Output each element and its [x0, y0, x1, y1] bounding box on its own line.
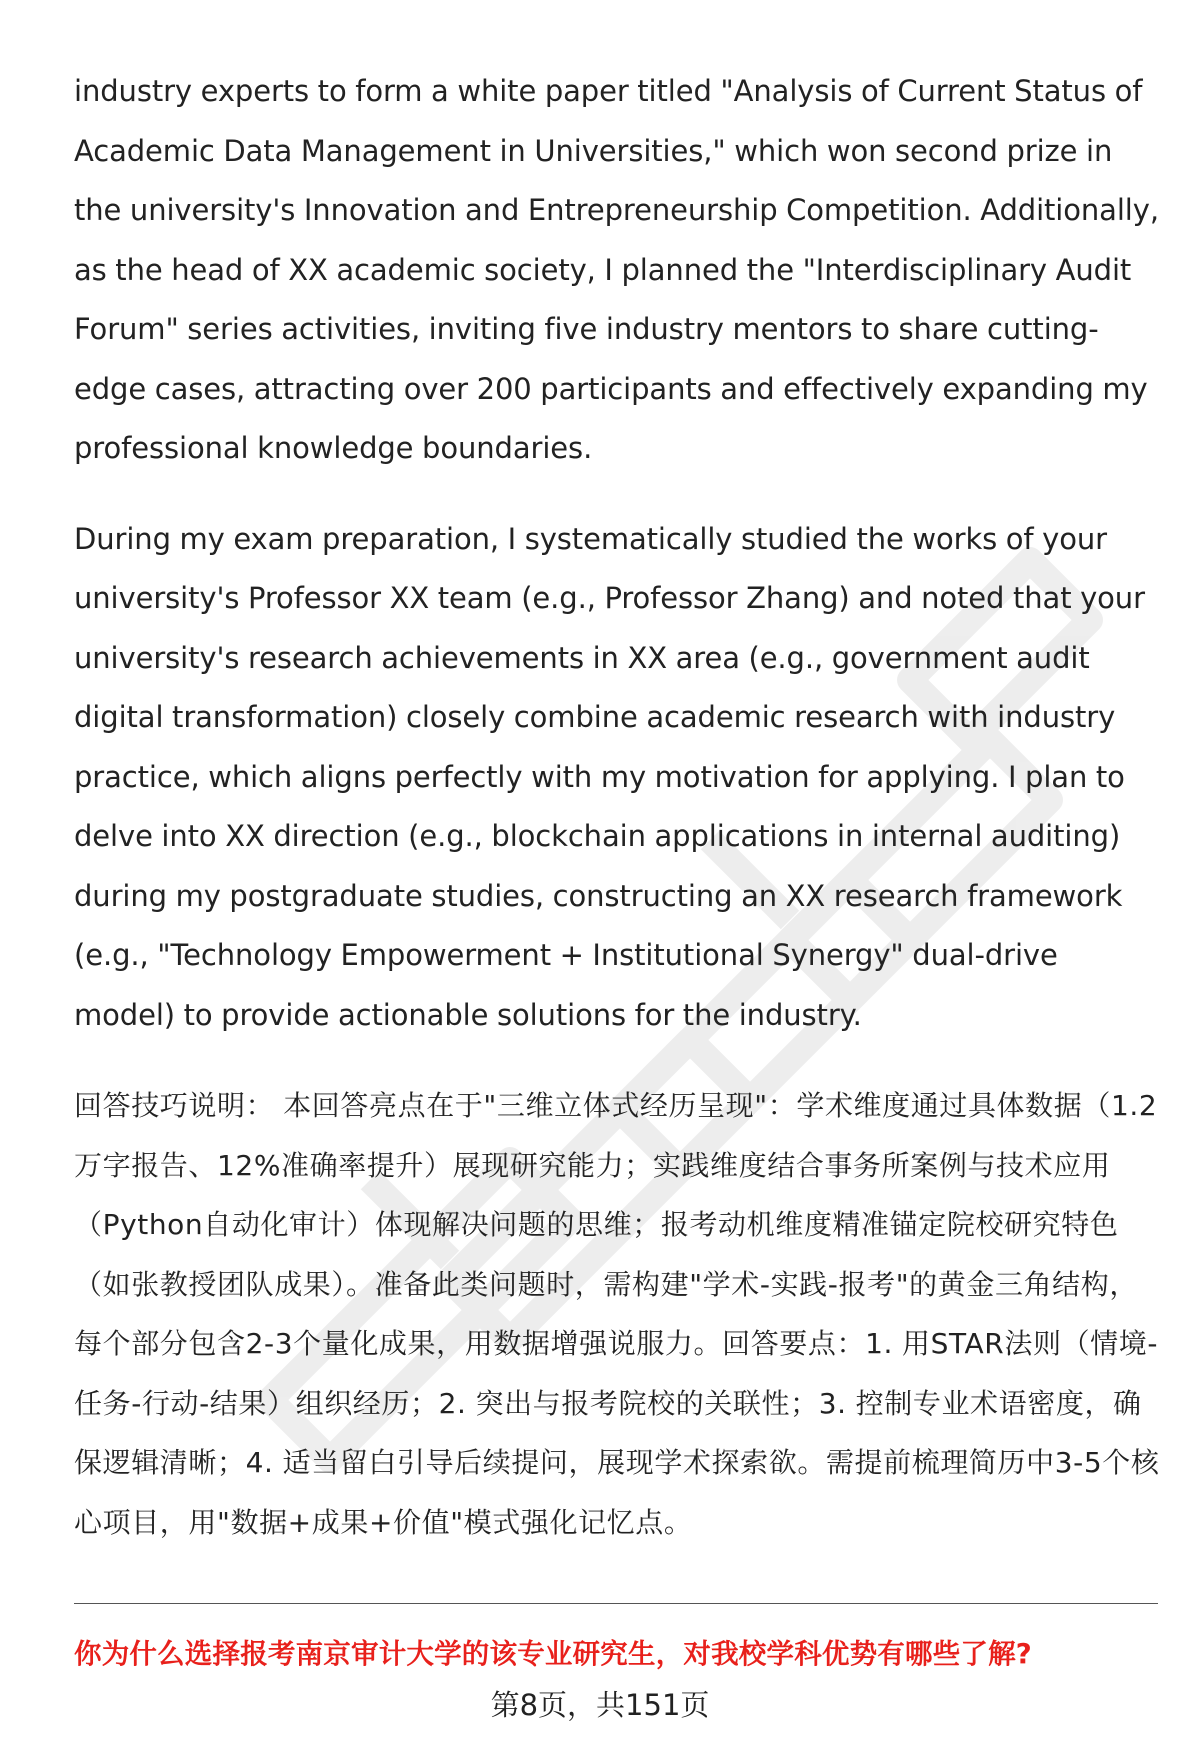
answer-paragraph-1: industry experts to form a white paper titled "Analysis of Current Status of Academic Data Management in Universities," which won second prize in the university's Innovation and Entrepreneurship Competition. Additionally, as the head of XX academic society, I planned the "Interdisciplinary Audit Forum" series activities, inviting five industry mentors to share cutting-edge cases, attracting over 200 participants and effectively expanding my professional knowledge boundaries. — [74, 74, 1159, 465]
page-footer: 第8页，共151页 — [490, 1688, 710, 1722]
section-divider — [74, 1603, 1158, 1604]
document-body — [74, 62, 1160, 1583]
next-question-heading: 你为什么选择报考南京审计大学的该专业研究生，对我校学科优势有哪些了解? — [74, 1638, 1032, 1670]
answer-paragraph-2: During my exam preparation, I systematically studied the works of your university's Professor XX team (e.g., Professor Zhang) and noted that your university's research achievements in XX area (e.g., government audit digital transformation) closely combine academic research with industry practice, which aligns perfectly with my motivation for applying. I plan to delve into XX direction (e.g., blockchain applications in internal auditing) during my postgraduate studies, constructing an XX research framework (e.g., "Technology Empowerment + Institutional Synergy" dual-drive model) to provide actionable solutions for the industry. — [74, 521, 1145, 1032]
answer-tips-paragraph: 回答技巧说明： 本回答亮点在于"三维立体式经历呈现"：学术维度通过具体数据（1.2万字报告、12%准确率提升）展现研究能力；实践维度结合事务所案例与技术应用（Python自动化审计）体现解决问题的思维；报考动机维度精准锚定院校研究特色（如张教授团队成果）。准备此类问题时，需构建"学术-实践-报考"的黄金三角结构，每个部分包含2-3个量化成果，用数据增强说服力。回答要点：1. 用STAR法则（情境-任务-行动-结果）组织经历；2. 突出与报考院校的关联性；3. 控制专业术语密度，确保逻辑清晰；4. 适当留白引导后续提问，展现学术探索欲。需提前梳理简历中3-5个核心项目，用"数据+成果+价值"模式强化记忆点。 — [74, 1089, 1160, 1539]
